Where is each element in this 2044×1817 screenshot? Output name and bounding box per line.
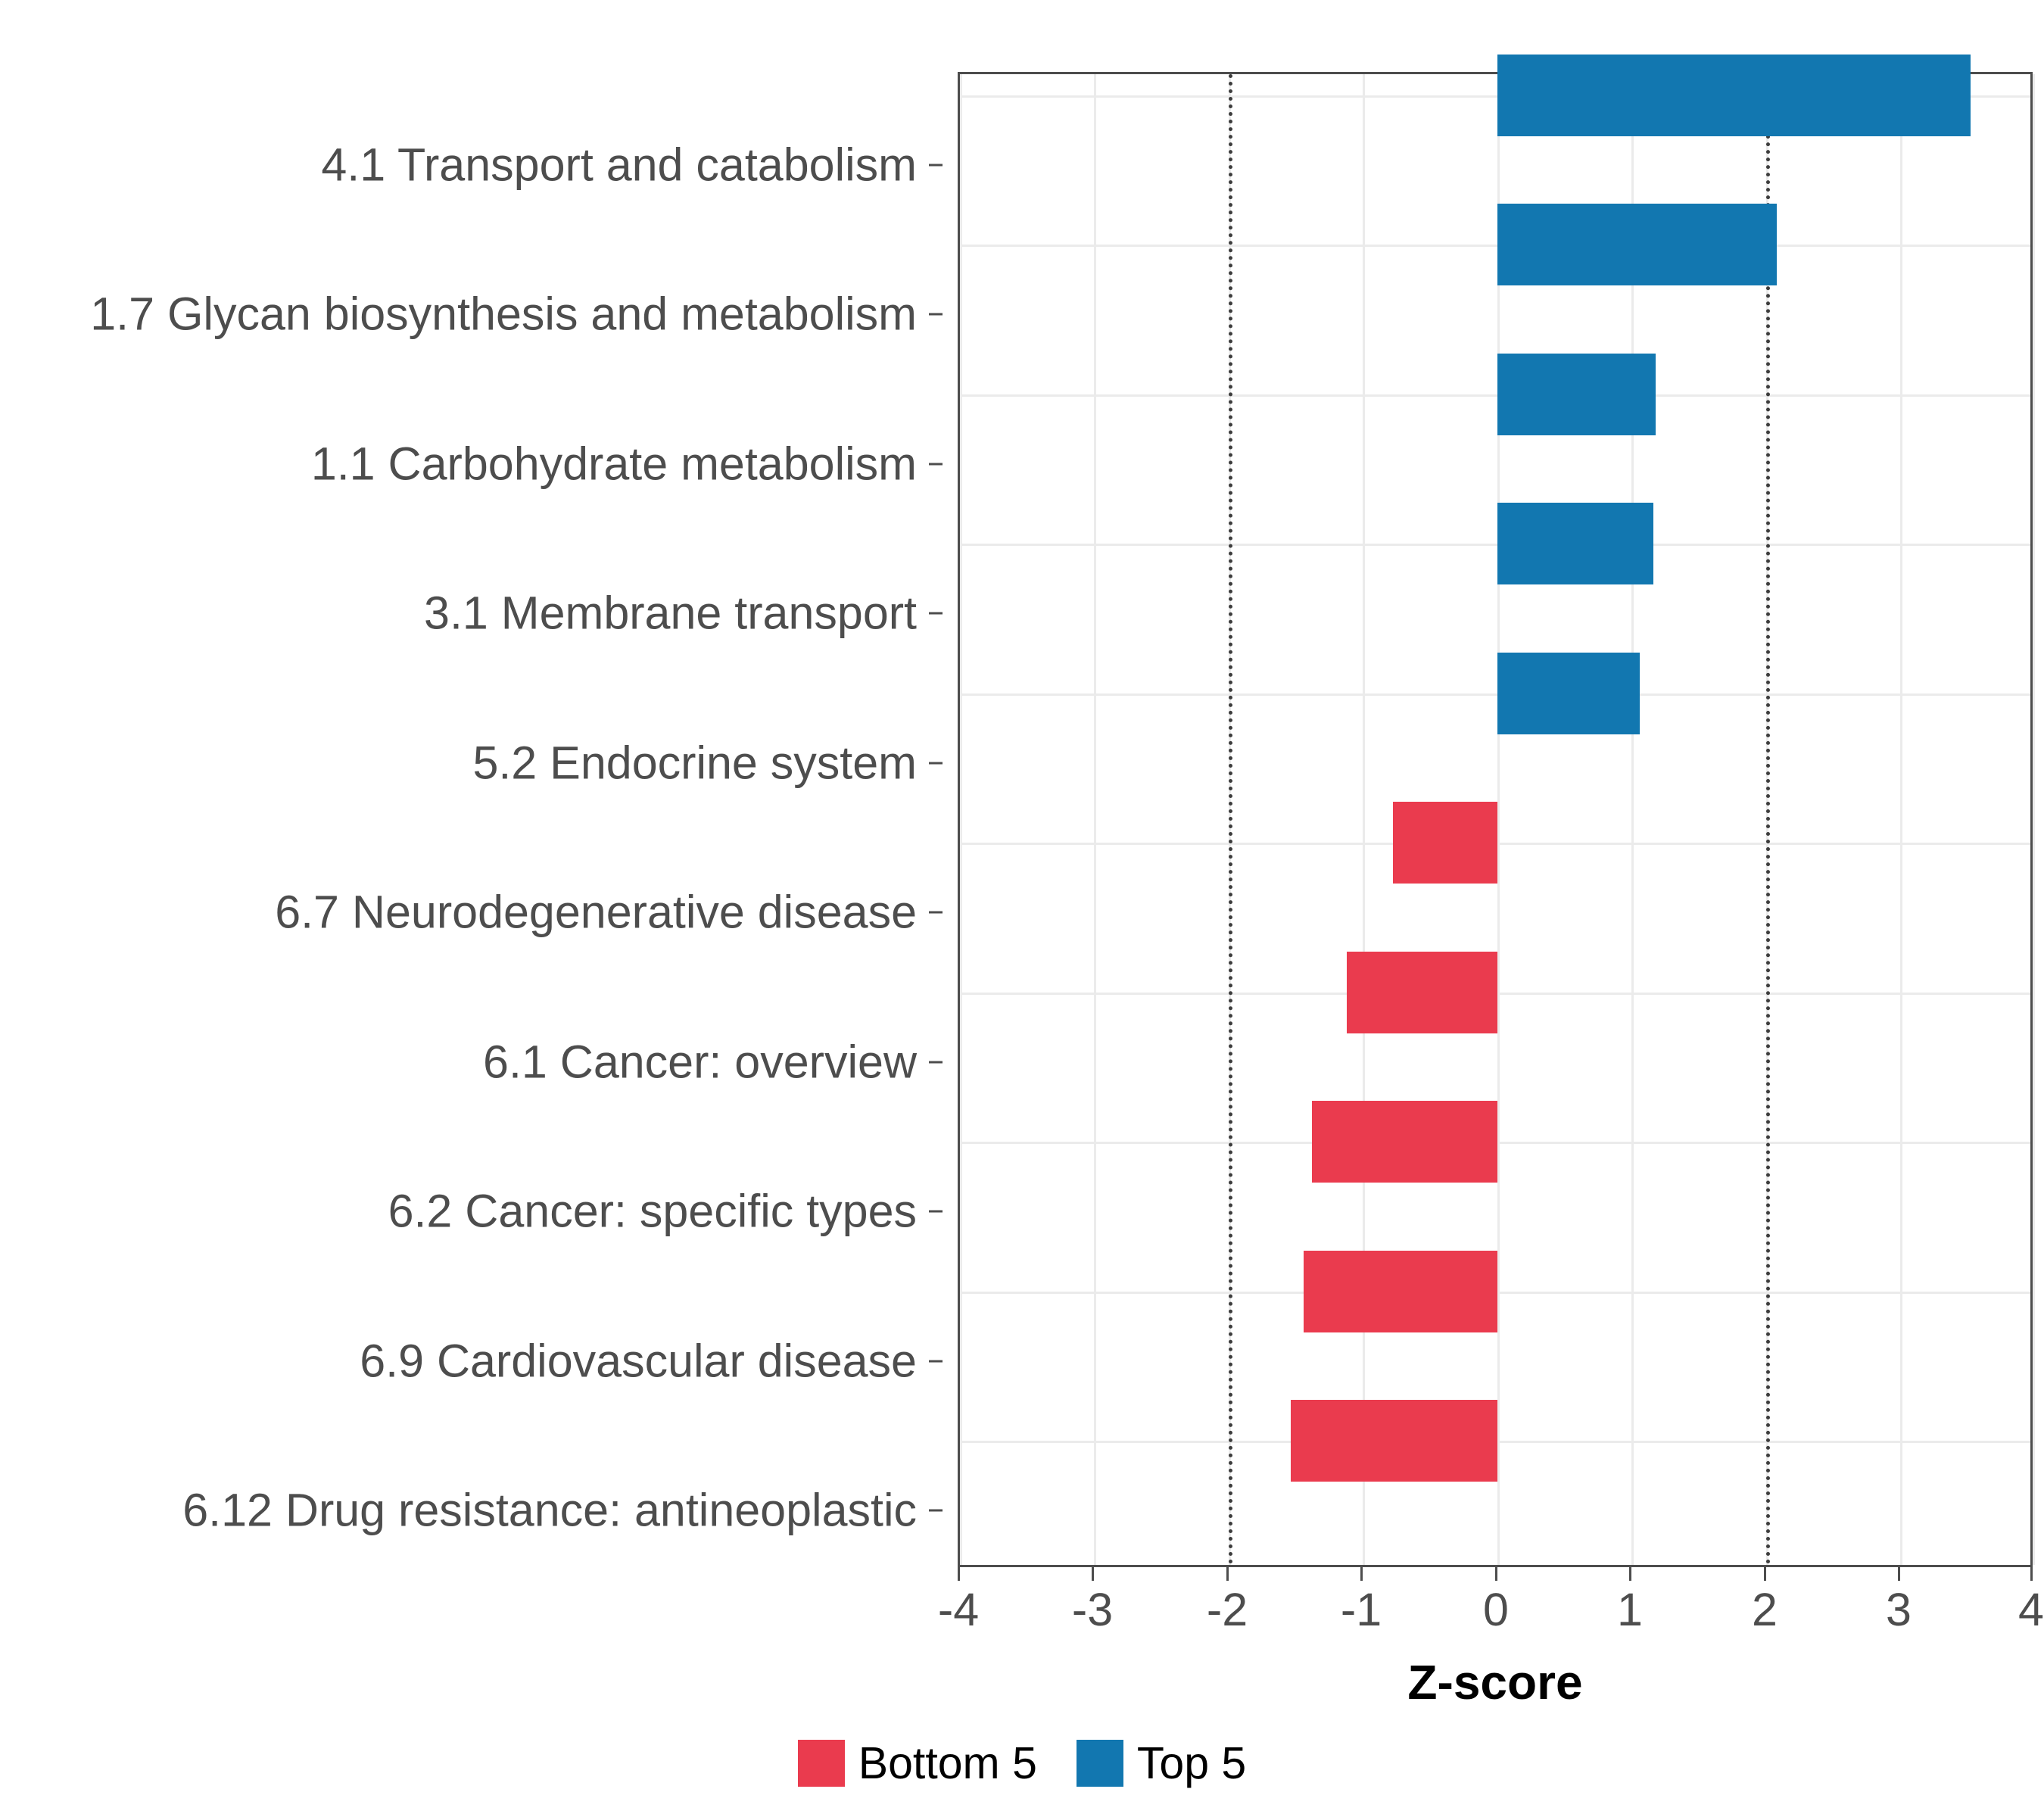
x-axis-tick-label: 1 [1617, 1584, 1643, 1635]
x-axis-tick [1226, 1567, 1229, 1581]
y-axis-label: 6.1 Cancer: overview [483, 1036, 917, 1088]
x-axis-tick [1495, 1567, 1497, 1581]
gridline-vertical [1363, 74, 1365, 1565]
plot-area [958, 72, 2033, 1567]
legend-label: Top 5 [1136, 1738, 1247, 1788]
gridline-vertical [1094, 74, 1096, 1565]
legend-item-top5 [1077, 1738, 1246, 1789]
bar-glycan-biosynthesis-and-metabolism [1497, 204, 1777, 285]
legend-swatch-icon [798, 1740, 845, 1787]
gridline-horizontal [960, 394, 2030, 397]
threshold-line-negative [1229, 74, 1232, 1565]
x-axis-tick-label: -3 [1071, 1584, 1114, 1635]
legend [0, 1738, 2044, 1789]
bar-membrane-transport [1497, 503, 1653, 584]
bar-endocrine-system [1497, 653, 1640, 734]
y-axis-label: 6.2 Cancer: specific types [388, 1185, 917, 1237]
gridline-vertical [1631, 74, 1634, 1565]
x-axis-tick-label: 4 [2018, 1584, 2044, 1635]
x-axis-tick [958, 1567, 960, 1581]
bar-cancer-specific-types [1312, 1101, 1497, 1183]
x-axis-tick-label: -1 [1340, 1584, 1382, 1635]
gridline-vertical [1497, 74, 1500, 1565]
y-axis-tick [929, 1211, 943, 1213]
gridline-horizontal [960, 245, 2030, 247]
y-axis-tick [929, 912, 943, 914]
y-axis-label: 1.1 Carbohydrate metabolism [310, 438, 917, 490]
bar-drug-resistance-antineoplastic [1291, 1400, 1497, 1482]
y-axis-label: 5.2 Endocrine system [472, 737, 917, 789]
y-axis-label: 3.1 Membrane transport [424, 587, 917, 639]
y-axis-tick [929, 1510, 943, 1512]
y-axis-tick [929, 313, 943, 316]
x-axis-tick-label: 0 [1483, 1584, 1509, 1635]
x-axis-tick-label: -2 [1206, 1584, 1248, 1635]
x-axis-tick [1092, 1567, 1094, 1581]
x-axis-tick-label: 2 [1752, 1584, 1778, 1635]
x-axis-tick [1629, 1567, 1631, 1581]
y-axis-tick [929, 164, 943, 167]
bar-carbohydrate-metabolism [1497, 354, 1656, 435]
y-axis-label: 4.1 Transport and catabolism [321, 139, 917, 191]
bar-neurodegenerative-disease [1393, 802, 1497, 884]
y-axis-label: 6.7 Neurodegenerative disease [275, 886, 917, 938]
gridline-vertical [2033, 74, 2035, 1565]
bar-cancer-overview [1347, 952, 1497, 1033]
gridline-horizontal [960, 544, 2030, 546]
gridline-horizontal [960, 693, 2030, 696]
legend-swatch-icon [1077, 1740, 1123, 1787]
gridline-vertical [1900, 74, 1902, 1565]
y-axis-label: 6.9 Cardiovascular disease [360, 1335, 917, 1387]
x-axis-tick-label: 3 [1886, 1584, 1912, 1635]
x-axis-tick [1360, 1567, 1363, 1581]
legend-label: Bottom 5 [858, 1738, 1037, 1788]
y-axis-tick [929, 1360, 943, 1363]
gridline-vertical [960, 74, 962, 1565]
y-axis-tick [929, 762, 943, 765]
x-axis-tick [1898, 1567, 1900, 1581]
bar-transport-and-catabolism [1497, 55, 1971, 136]
threshold-line-positive [1766, 74, 1770, 1565]
y-axis-tick [929, 612, 943, 615]
x-axis-tick [1764, 1567, 1766, 1581]
x-axis-title: Z-score [1407, 1655, 1583, 1709]
y-axis-tick [929, 1061, 943, 1064]
y-axis-label: 6.12 Drug resistance: antineoplastic [182, 1484, 917, 1536]
y-axis-label: 1.7 Glycan biosynthesis and metabolism [90, 288, 917, 340]
y-axis-tick [929, 463, 943, 466]
legend-item-bottom5 [798, 1738, 1037, 1789]
x-axis-tick-label: -4 [937, 1584, 980, 1635]
y-axis-labels [0, 72, 943, 1567]
x-axis-tick [2030, 1567, 2033, 1581]
bar-cardiovascular-disease [1304, 1251, 1497, 1332]
